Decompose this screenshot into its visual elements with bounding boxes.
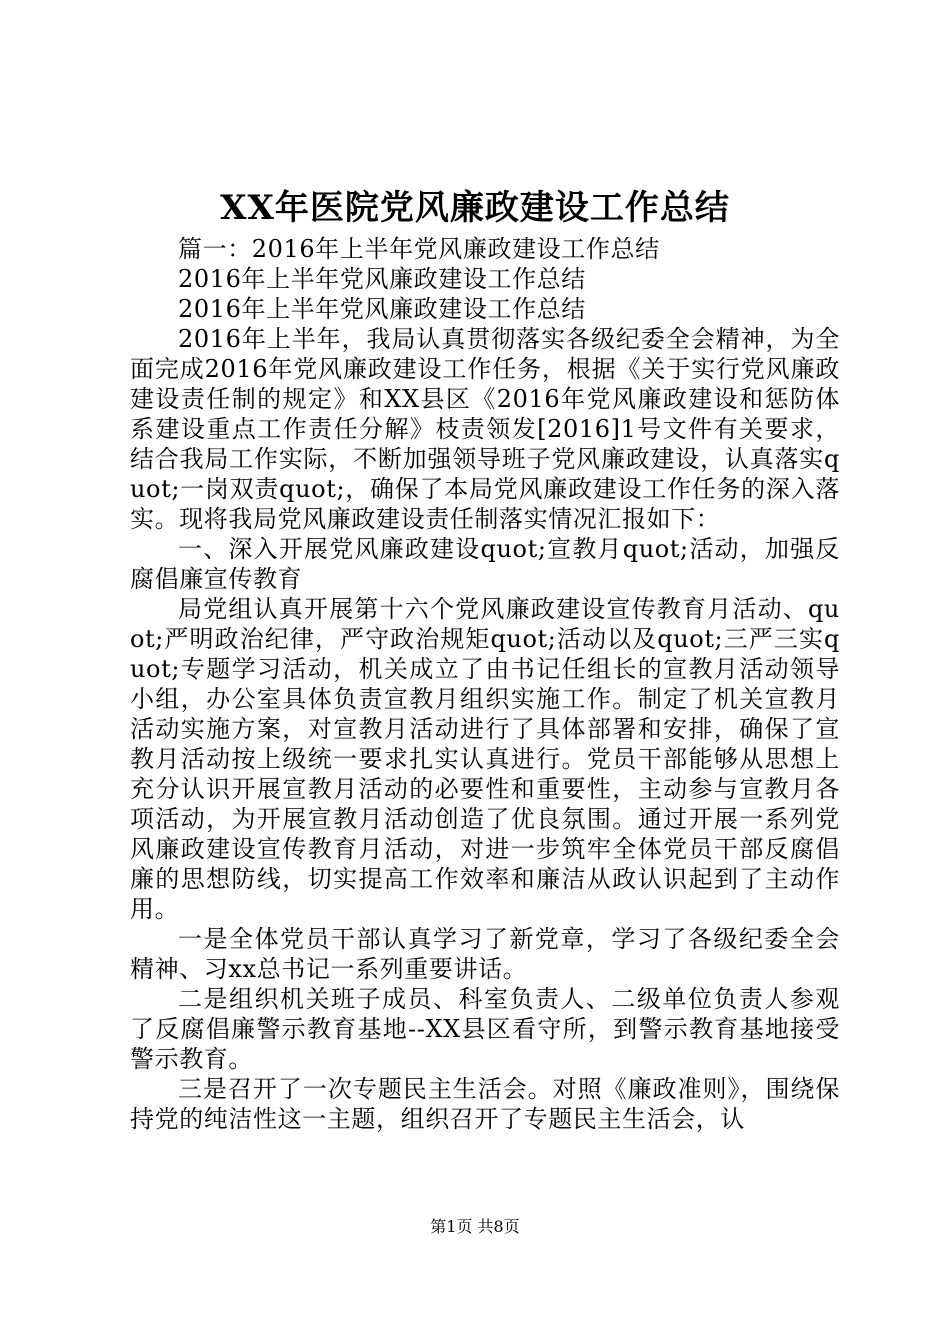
paragraph-subtitle-1: 2016年上半年党风廉政建设工作总结	[178, 265, 586, 293]
paragraph-item-3: 三是召开了一次专题民主生活会。对照《廉政准则》，围绕保持党的纯洁性这一主题，组织召开了专题民主生活会，认	[130, 1075, 840, 1133]
paragraph-section-body: 局党组认真开展第十六个党风廉政建设宣传教育月活动、quot;严明政治纪律，严守政治规矩quot;活动以及quot;三严三实quot;专题学习活动，机关成立了由书记任组长的宣教月活动领导小组，办公室具体负责宣教月组织实施工作。制定了机关宣教月活动实施方案，对宣教月活动进行了具体部署和安排，确保了宣教月活动按上级统一要求扎实认真进行。党员干部能够从思想上充分认识开展宣教月活动的必要性和重要性，主动参与宣教月各项活动，为开展宣教月活动创造了优良氛围。通过开展一系列党风廉政建设宣传教育月活动，对进一步筑牢全体党员干部反腐倡廉的思想防线，切实提高工作效率和廉洁从政认识起到了主动作用。	[130, 595, 840, 923]
paragraph-intro: 2016年上半年，我局认真贯彻落实各级纪委全会精神，为全面完成2016年党风廉政建设工作任务，根据《关于实行党风廉政建设责任制的规定》和XX县区《2016年党风廉政建设和惩防体系建设重点工作责任分解》枝责领发[2016]1号文件有关要求，结合我局工作实际，不断加强领导班子党风廉政建设，认真落实quot;一岗双责quot;，确保了本局党风廉政建设工作任务的深入落实。现将我局党风廉政建设责任制落实情况汇报如下：	[130, 325, 840, 533]
page-footer: 第1页 共8页	[430, 1217, 520, 1236]
paragraph-item-1: 一是全体党员干部认真学习了新党章，学习了各级纪委全会精神、习xx总书记一系列重要讲话。	[130, 925, 840, 983]
document-body	[130, 234, 840, 1134]
paragraph-heading-1: 篇一：2016年上半年党风廉政建设工作总结	[178, 235, 660, 263]
paragraph-subtitle-2: 2016年上半年党风廉政建设工作总结	[178, 295, 586, 323]
paragraph-item-2: 二是组织机关班子成员、科室负责人、二级单位负责人参观了反腐倡廉警示教育基地--XX县区看守所，到警示教育基地接受警示教育。	[130, 985, 840, 1073]
document-title: XX年医院党风廉政建设工作总结	[220, 188, 730, 228]
paragraph-section-heading: 一、深入开展党风廉政建设quot;宣教月quot;活动，加强反腐倡廉宣传教育	[130, 535, 840, 593]
